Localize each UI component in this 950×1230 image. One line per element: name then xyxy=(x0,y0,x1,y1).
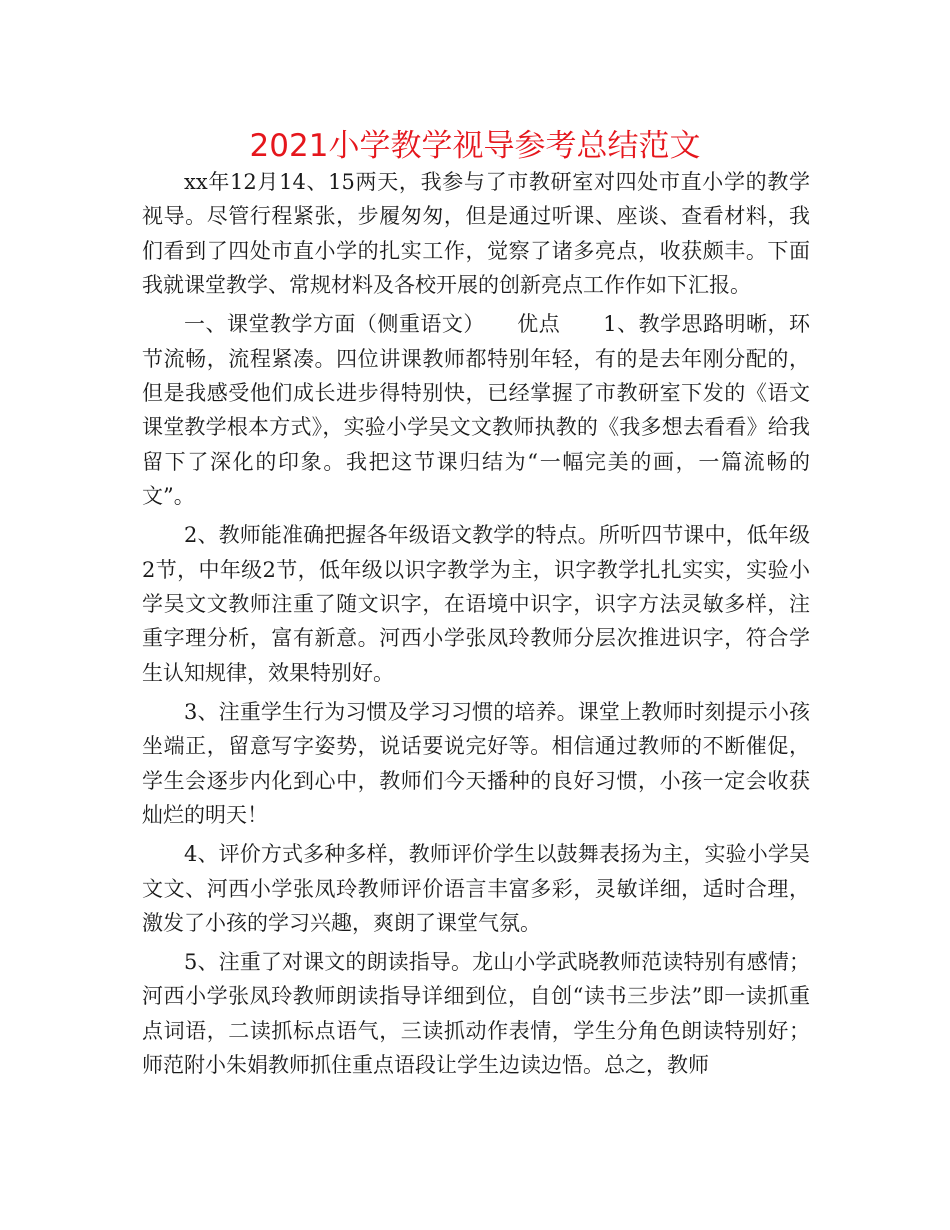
document-body xyxy=(142,165,810,1087)
paragraph-section-1: 一、课堂教学方面（侧重语文） 优点 1、教学思路明晰，环节流畅，流程紧凑。四位讲课教师都特别年轻，有的是去年刚分配的，但是我感受他们成长进步得特别快，已经掌握了市教研室下发的《语文课堂教学根本方式》，实验小学吴文文教师执教的《我多想去看看》给我留下了深化的印象。我把这节课归结为“一幅完美的画，一篇流畅的文”。 xyxy=(142,312,810,509)
document-title: 2021小学教学视导参考总结范文 xyxy=(249,128,701,164)
paragraph-point-5: 5、注重了对课文的朗读指导。龙山小学武晓教师范读特别有感情；河西小学张凤玲教师朗读指导详细到位，自创“读书三步法”即一读抓重点词语，二读抓标点语气，三读抓动作表情，学生分角色朗读特别好；师范附小朱娟教师抓住重点语段让学生边读边悟。总之，教师 xyxy=(142,949,810,1078)
paragraph-point-3: 3、注重学生行为习惯及学习习惯的培养。课堂上教师时刻提示小孩坐端正，留意写字姿势，说话要说完好等。相信通过教师的不断催促，学生会逐步内化到心中，教师们今天播种的良好习惯，小孩一定会收获灿烂的明天！ xyxy=(142,699,810,828)
paragraph-intro: xx年12月14、15两天，我参与了市教研室对四处市直小学的教学视导。尽管行程紧张，步履匆匆，但是通过听课、座谈、查看材料，我们看到了四处市直小学的扎实工作，觉察了诸多亮点，收获颇丰。下面我就课堂教学、常规材料及各校开展的创新亮点工作作如下汇报。 xyxy=(142,170,810,298)
paragraph-point-4: 4、评价方式多种多样，教师评价学生以鼓舞表扬为主，实验小学吴文文、河西小学张凤玲教师评价语言丰富多彩，灵敏详细，适时合理，激发了小孩的学习兴趣，爽朗了课堂气氛。 xyxy=(142,842,810,935)
paragraph-point-2: 2、教师能准确把握各年级语文教学的特点。所听四节课中，低年级2节，中年级2节，低年级以识字教学为主，识字教学扎扎实实，实验小学吴文文教师注重了随文识字，在语境中识字，识字方法灵敏多样，注重字理分析，富有新意。河西小学张凤玲教师分层次推进识字，符合学生认知规律，效果特别好。 xyxy=(142,523,810,685)
